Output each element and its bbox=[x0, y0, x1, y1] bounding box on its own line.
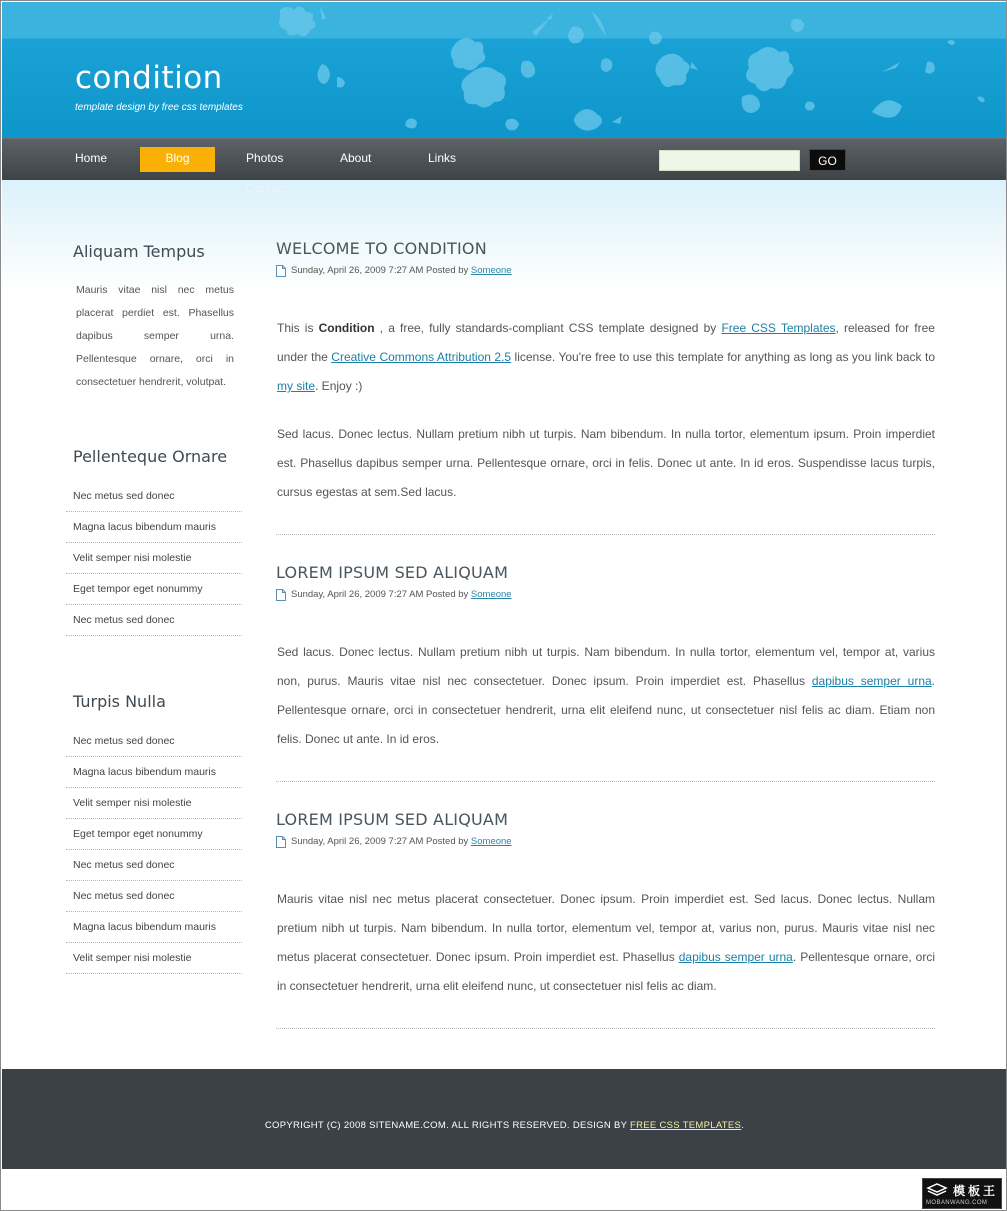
post-title[interactable]: LOREM IPSUM SED ALIQUAM bbox=[276, 810, 509, 829]
watermark-badge bbox=[922, 1178, 1002, 1209]
post-date: Sunday, April 26, 2009 7:27 AM Posted by bbox=[291, 836, 469, 847]
text: Sed lacus. Donec lectus. Nullam pretium nibh ut turpis. Nam bibendum. In nulla tortor, elementum vel, tempor at, varius non, purus. Mauris vitae nisl nec consectetuer. Donec ipsum. Proin imperdiet est. Phasellus bbox=[277, 645, 935, 688]
text: This is bbox=[277, 321, 319, 335]
copyright-text: COPYRIGHT (C) 2008 SITENAME.COM. ALL RIGHTS RESERVED. DESIGN BY bbox=[264, 1120, 631, 1131]
sidebar-link[interactable]: Magna lacus bibendum mauris bbox=[66, 757, 242, 788]
sidebar-link[interactable]: Velit semper nisi molestie bbox=[66, 543, 242, 574]
dapibus-link[interactable]: dapibus semper urna bbox=[678, 950, 793, 964]
text: . Pellentesque ornare, orci in consectetuer hendrerit, urna elit eleifend nunc, ut consectetuer nisl felis ac diam. Etiam non felis. Donec ut ante. In id eros. bbox=[277, 674, 936, 746]
nav-item-links[interactable]: Links bbox=[428, 151, 457, 165]
text: , a free, fully standards-compliant CSS template designed by bbox=[374, 321, 722, 335]
search-go-button[interactable]: GO bbox=[809, 149, 846, 171]
post-divider bbox=[276, 1028, 935, 1029]
document-icon bbox=[276, 265, 286, 277]
nav-item-home[interactable]: Home bbox=[75, 151, 108, 165]
dapibus-link[interactable]: dapibus semper urna bbox=[811, 674, 932, 688]
sidebar-heading-turpis: Turpis Nulla bbox=[73, 692, 166, 711]
text: . bbox=[741, 1120, 745, 1131]
sidebar-link[interactable]: Magna lacus bibendum mauris bbox=[66, 912, 242, 943]
post-date: Sunday, April 26, 2009 7:27 AM Posted by bbox=[291, 589, 469, 600]
sidebar-link[interactable]: Velit semper nisi molestie bbox=[66, 788, 242, 819]
site-tagline: template design by free css templates bbox=[75, 102, 243, 113]
post-paragraph: Sed lacus. Donec lectus. Nullam pretium nibh ut turpis. Nam bibendum. In nulla tortor, elementum ipsum. Proin imperdiet est. Phasellus dapibus semper urna. Pellentesque ornare, orci in felis. Donec ut ante. In id eros. Suspendisse lacus turpis, cursus egestas at sem.Sed lacus. bbox=[277, 427, 935, 499]
site-title[interactable]: condition bbox=[75, 60, 223, 96]
footer-copyright bbox=[2, 1120, 1007, 1131]
sidebar-link[interactable]: Magna lacus bibendum mauris bbox=[66, 512, 242, 543]
post-divider bbox=[276, 534, 935, 535]
post-author-link[interactable]: Someone bbox=[470, 265, 512, 276]
sidebar-link[interactable]: Nec metus sed donec bbox=[66, 850, 242, 881]
post-meta bbox=[276, 836, 512, 848]
nav-item-about[interactable]: About bbox=[340, 151, 372, 165]
sidebar-link[interactable]: Eget tempor eget nonummy bbox=[66, 574, 242, 605]
post-paragraph bbox=[277, 638, 935, 754]
sidebar-link[interactable]: Nec metus sed donec bbox=[66, 881, 242, 912]
document-icon bbox=[276, 589, 286, 601]
sidebar-link[interactable]: Nec metus sed donec bbox=[66, 605, 242, 636]
document-icon bbox=[276, 836, 286, 848]
post-meta bbox=[276, 589, 512, 601]
post-title[interactable]: LOREM IPSUM SED ALIQUAM bbox=[276, 563, 509, 582]
badge-en-text: MOBANWANG.COM bbox=[926, 1200, 988, 1206]
nav-item-photos[interactable]: Photos bbox=[246, 151, 284, 165]
sidebar-list-pellenteque bbox=[66, 481, 242, 636]
sidebar-link[interactable]: Eget tempor eget nonummy bbox=[66, 819, 242, 850]
main-nav bbox=[2, 138, 1007, 180]
sidebar-list-turpis bbox=[66, 726, 242, 974]
sidebar-paragraph: Mauris vitae nisl nec metus placerat perdiet est. Phasellus dapibus semper urna. Pellentesque ornare, orci in consectetuer hendrerit, volutpat. bbox=[76, 284, 234, 388]
header bbox=[2, 2, 1007, 138]
my-site-link[interactable]: my site bbox=[277, 379, 316, 393]
sidebar-link[interactable]: Velit semper nisi molestie bbox=[66, 943, 242, 974]
search-input[interactable] bbox=[659, 150, 800, 171]
text: . Pellentesque ornare, orci in consectetuer hendrerit, urna elit eleifend nunc, ut consectetuer nisl felis ac diam. bbox=[277, 950, 936, 993]
free-css-templates-link[interactable]: Free CSS Templates bbox=[721, 321, 836, 335]
post-paragraph bbox=[277, 314, 935, 401]
creative-commons-link[interactable]: Creative Commons Attribution 2.5 bbox=[331, 350, 512, 364]
text: , released for free under the bbox=[277, 321, 935, 364]
post-author-link[interactable]: Someone bbox=[470, 836, 512, 847]
badge-cn-text: 模板王 bbox=[953, 1184, 999, 1198]
post-divider bbox=[276, 781, 935, 782]
nav-item-contact[interactable]: Contact bbox=[246, 181, 288, 195]
post-author-link[interactable]: Someone bbox=[470, 589, 512, 600]
text: license. You're free to use this template for anything as long as you link back to bbox=[511, 350, 935, 364]
footer-design-link[interactable]: FREE CSS TEMPLATES bbox=[630, 1120, 742, 1131]
post-date: Sunday, April 26, 2009 7:27 AM Posted by bbox=[291, 265, 469, 276]
badge-logo-icon bbox=[926, 1183, 948, 1197]
post-title[interactable]: WELCOME TO CONDITION bbox=[276, 239, 487, 258]
text: Mauris vitae nisl nec metus placerat consectetuer. Donec ipsum. Proin imperdiet est. Sed lacus. Donec lectus. Nullam pretium nibh ut turpis. Nam bibendum. In nulla tortor, elementum vel, tempor at, varius non, purus. Mauris vitae nisl nec metus placerat consectetuer. Donec ipsum. Proin imperdiet est. Phasellus bbox=[277, 892, 935, 964]
post-paragraph bbox=[277, 885, 935, 1001]
nav-item-blog[interactable]: Blog bbox=[140, 147, 215, 172]
sidebar-link[interactable]: Nec metus sed donec bbox=[66, 481, 242, 512]
sidebar-heading-pellenteque: Pellenteque Ornare bbox=[73, 447, 228, 466]
bold-text: Condition bbox=[318, 321, 375, 335]
sidebar-link[interactable]: Nec metus sed donec bbox=[66, 726, 242, 757]
text: . Enjoy :) bbox=[315, 379, 363, 393]
footer bbox=[2, 1069, 1007, 1169]
sidebar-heading-aliquam: Aliquam Tempus bbox=[73, 242, 205, 261]
post-meta bbox=[276, 265, 512, 277]
